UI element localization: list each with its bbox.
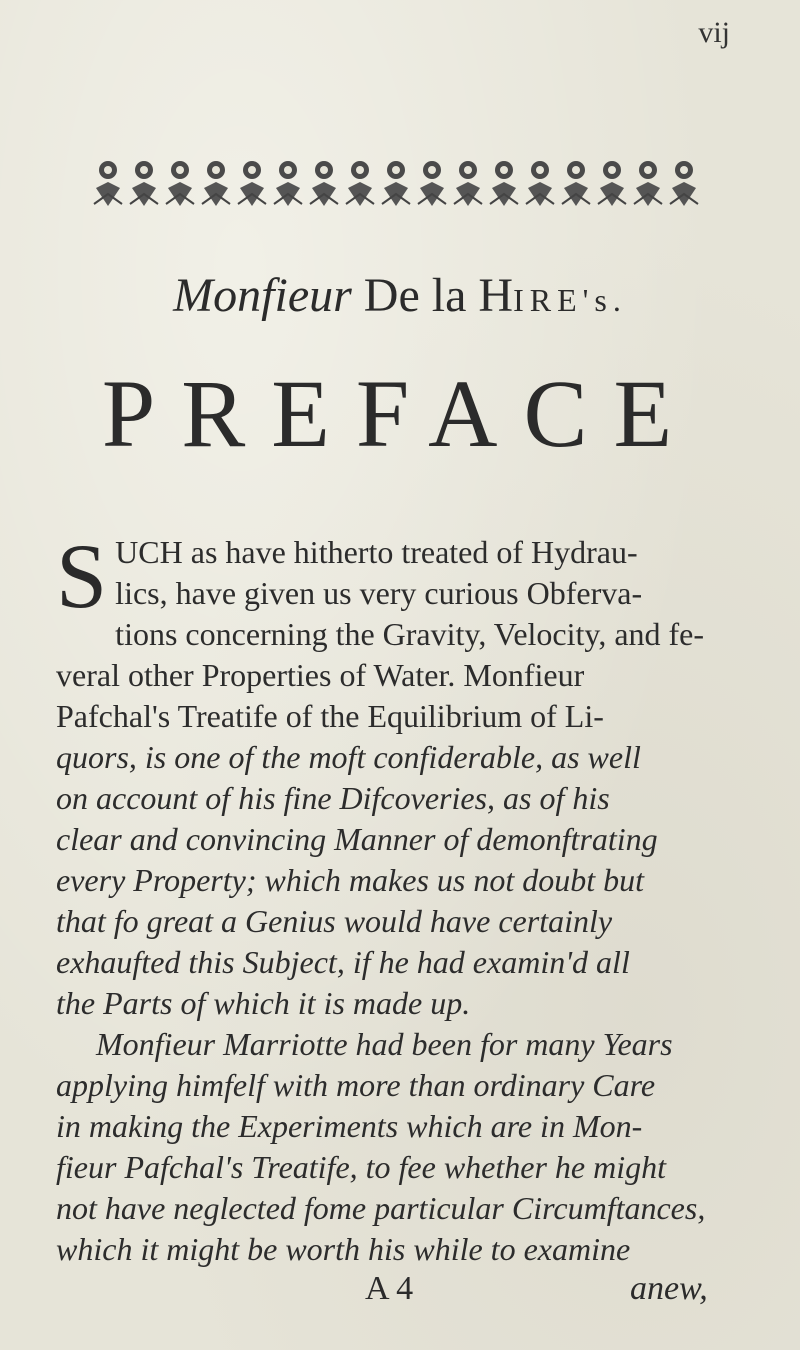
body-line: exhaufted this Subject, if he had examin'd all bbox=[56, 944, 630, 980]
author-initial: H bbox=[478, 269, 514, 322]
body-line: tions concerning the Gravity, Velocity, and fe- bbox=[115, 616, 705, 652]
preface-author-line bbox=[0, 268, 800, 323]
body-line: every Property; which makes us not doubt but bbox=[56, 862, 645, 898]
body-line: the Parts of which it is made up. bbox=[56, 985, 471, 1021]
author-name-rest: IRE's. bbox=[513, 282, 627, 318]
body-line: clear and convincing Manner of demonftrating bbox=[56, 821, 658, 857]
body-line: not have neglected fome particular Circumftances, bbox=[56, 1190, 706, 1226]
drop-cap: S bbox=[56, 525, 108, 627]
page-number: vij bbox=[698, 16, 730, 49]
author-particle: De la bbox=[363, 269, 467, 322]
body-line: Pafchal's Treatife of the Equilibrium of Li- bbox=[56, 698, 604, 734]
body-line: in making the Experiments which are in Mon- bbox=[56, 1108, 643, 1144]
body-line: on account of his fine Difcoveries, as of his bbox=[56, 780, 610, 816]
body-line: that fo great a Genius would have certainly bbox=[56, 903, 613, 939]
author-honorific: Monfieur bbox=[173, 269, 352, 322]
body-line: lics, have given us very curious Obferva- bbox=[115, 575, 643, 611]
body-line: which it might be worth his while to examine bbox=[56, 1231, 631, 1267]
body-line: UCH as have hitherto treated of Hydrau- bbox=[115, 534, 638, 570]
ornament-band bbox=[90, 148, 720, 230]
body-line: veral other Properties of Water. Monfieur bbox=[56, 657, 585, 693]
body-line: applying himfelf with more than ordinary Care bbox=[56, 1067, 656, 1103]
body-line: quors, is one of the moft confiderable, as well bbox=[56, 739, 641, 775]
body-line: fieur Pafchal's Treatife, to fee whether he might bbox=[56, 1149, 667, 1185]
catchword: anew, bbox=[630, 1270, 708, 1307]
signature-mark: A 4 bbox=[365, 1270, 414, 1307]
body-text bbox=[56, 525, 746, 1270]
body-line: Monfieur Marriotte had been for many Years bbox=[96, 1026, 673, 1062]
preface-title: PREFACE bbox=[101, 360, 699, 467]
